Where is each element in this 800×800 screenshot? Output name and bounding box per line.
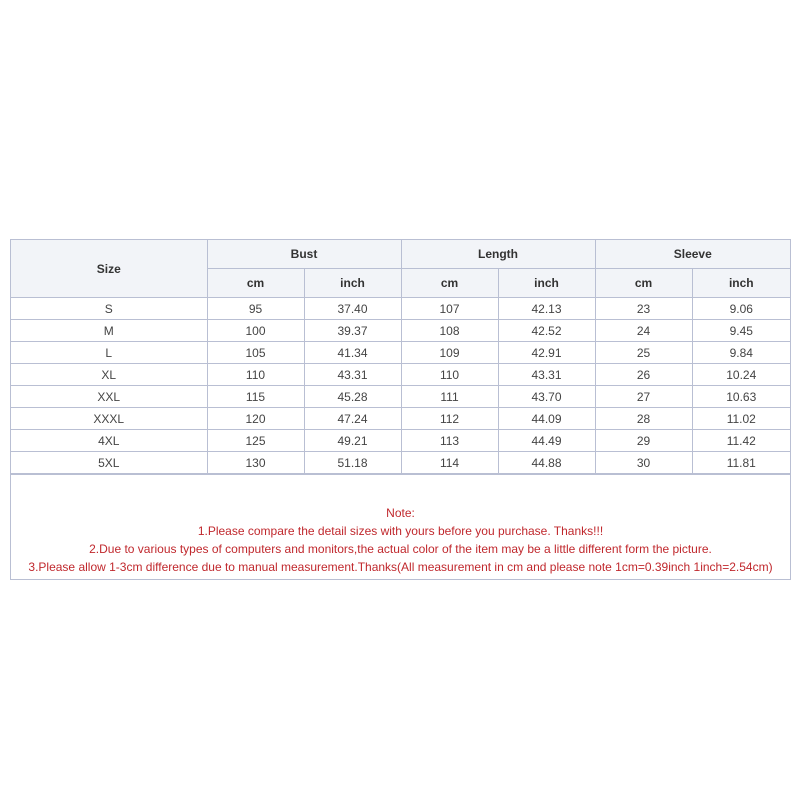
size-column-header: Size	[11, 240, 207, 298]
measurement-cell: 42.91	[498, 342, 595, 364]
unit-header: cm	[595, 269, 692, 298]
size-table	[11, 240, 790, 474]
size-cell: 4XL	[11, 430, 207, 452]
table-row	[11, 386, 790, 408]
size-cell: M	[11, 320, 207, 342]
measurement-cell: 10.24	[692, 364, 790, 386]
measurement-cell: 44.49	[498, 430, 595, 452]
note-line: 2.Due to various types of computers and monitors,the actual color of the item may be a little different form the picture.	[89, 542, 712, 556]
measurement-cell: 105	[207, 342, 304, 364]
measurement-cell: 107	[401, 298, 498, 320]
measurement-cell: 41.34	[304, 342, 401, 364]
unit-header: cm	[207, 269, 304, 298]
measurement-cell: 120	[207, 408, 304, 430]
unit-header: inch	[498, 269, 595, 298]
size-cell: XXXL	[11, 408, 207, 430]
measurement-cell: 47.24	[304, 408, 401, 430]
table-row	[11, 298, 790, 320]
note-line: 1.Please compare the detail sizes with yours before you purchase. Thanks!!!	[197, 524, 604, 538]
measurement-cell: 100	[207, 320, 304, 342]
measurement-cell: 9.45	[692, 320, 790, 342]
table-row	[11, 408, 790, 430]
measurement-cell: 9.06	[692, 298, 790, 320]
measurement-cell: 112	[401, 408, 498, 430]
measurement-cell: 24	[595, 320, 692, 342]
size-cell: 5XL	[11, 452, 207, 474]
size-chart	[10, 239, 791, 580]
sleeve-header: Sleeve	[595, 240, 790, 269]
table-row	[11, 320, 790, 342]
size-cell: XL	[11, 364, 207, 386]
measurement-cell: 30	[595, 452, 692, 474]
measurement-cell: 125	[207, 430, 304, 452]
measurement-cell: 11.42	[692, 430, 790, 452]
bust-header: Bust	[207, 240, 401, 269]
measurement-cell: 10.63	[692, 386, 790, 408]
measurement-cell: 45.28	[304, 386, 401, 408]
measurement-cell: 25	[595, 342, 692, 364]
measurement-cell: 49.21	[304, 430, 401, 452]
measurement-cell: 44.88	[498, 452, 595, 474]
measurement-cell: 43.31	[304, 364, 401, 386]
measurement-cell: 39.37	[304, 320, 401, 342]
measurement-cell: 37.40	[304, 298, 401, 320]
measurement-cell: 108	[401, 320, 498, 342]
measurement-cell: 115	[207, 386, 304, 408]
table-row	[11, 452, 790, 474]
size-cell: S	[11, 298, 207, 320]
table-body	[11, 298, 790, 474]
size-cell: L	[11, 342, 207, 364]
measurement-cell: 23	[595, 298, 692, 320]
unit-header: inch	[304, 269, 401, 298]
measurement-cell: 111	[401, 386, 498, 408]
header-row-groups	[11, 240, 790, 269]
table-row	[11, 342, 790, 364]
measurement-cell: 42.13	[498, 298, 595, 320]
measurement-cell: 27	[595, 386, 692, 408]
table-row	[11, 430, 790, 452]
measurement-cell: 11.02	[692, 408, 790, 430]
measurement-cell: 9.84	[692, 342, 790, 364]
measurement-cell: 43.70	[498, 386, 595, 408]
measurement-cell: 28	[595, 408, 692, 430]
note-title: Note:	[386, 506, 415, 520]
unit-header: inch	[692, 269, 790, 298]
measurement-cell: 130	[207, 452, 304, 474]
size-cell: XXL	[11, 386, 207, 408]
measurement-cell: 114	[401, 452, 498, 474]
measurement-cell: 44.09	[498, 408, 595, 430]
measurement-cell: 113	[401, 430, 498, 452]
note-line: 3.Please allow 1-3cm difference due to manual measurement.Thanks(All measurement in cm and please note 1cm=0.39inch 1inch=2.54cm)	[28, 560, 773, 574]
measurement-cell: 26	[595, 364, 692, 386]
measurement-cell: 42.52	[498, 320, 595, 342]
measurement-cell: 51.18	[304, 452, 401, 474]
measurement-cell: 43.31	[498, 364, 595, 386]
measurement-cell: 95	[207, 298, 304, 320]
unit-header: cm	[401, 269, 498, 298]
length-header: Length	[401, 240, 595, 269]
measurement-cell: 109	[401, 342, 498, 364]
measurement-cell: 11.81	[692, 452, 790, 474]
measurement-cell: 110	[401, 364, 498, 386]
measurement-cell: 29	[595, 430, 692, 452]
measurement-cell: 110	[207, 364, 304, 386]
notes-section	[11, 474, 790, 579]
table-row	[11, 364, 790, 386]
